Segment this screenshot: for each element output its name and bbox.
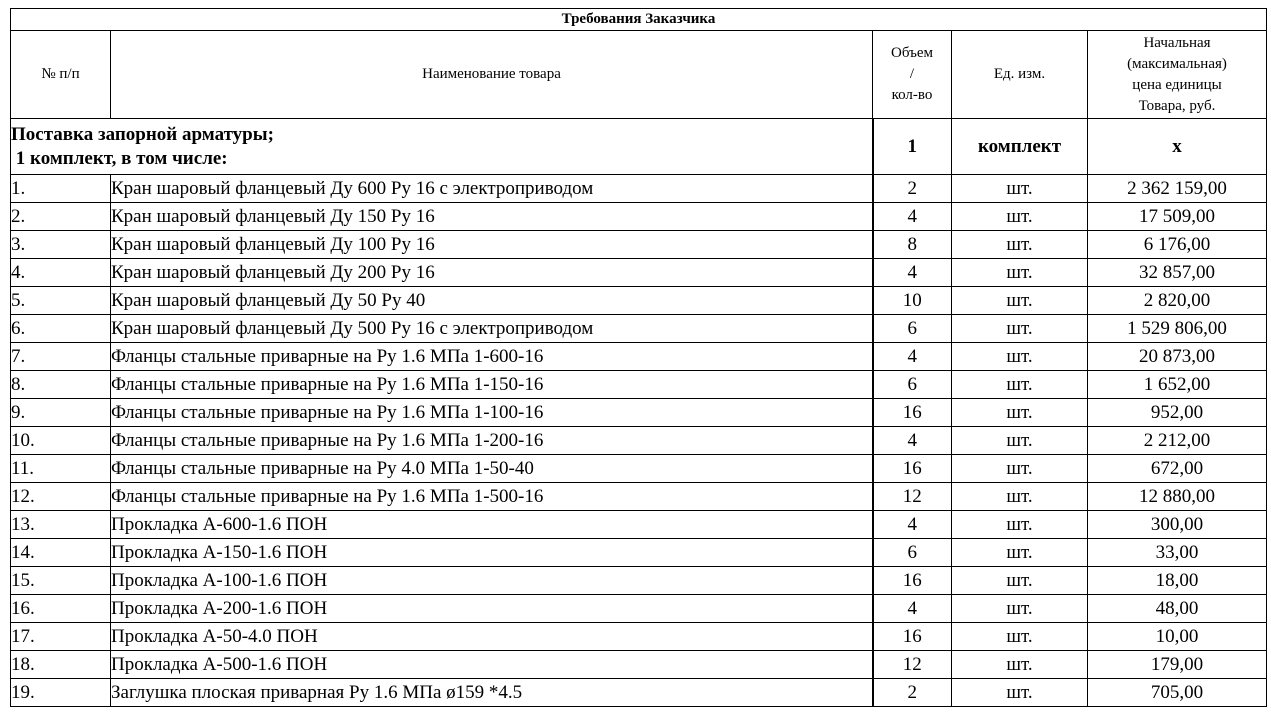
row-qty: 6 bbox=[873, 539, 952, 567]
table-row bbox=[11, 511, 1267, 539]
row-name: Кран шаровый фланцевый Ду 100 Ру 16 bbox=[111, 231, 873, 259]
row-name: Фланцы стальные приварные на Ру 4.0 МПа 1-50-40 bbox=[111, 455, 873, 483]
row-unit: шт. bbox=[952, 567, 1088, 595]
header-qty-line3: кол-во bbox=[891, 87, 933, 103]
row-qty: 2 bbox=[873, 175, 952, 203]
header-price-line1: Начальная bbox=[1143, 34, 1211, 51]
row-unit: шт. bbox=[952, 595, 1088, 623]
header-row bbox=[11, 31, 1267, 119]
row-name: Фланцы стальные приварные на Ру 1.6 МПа 1-200-16 bbox=[111, 427, 873, 455]
table-row bbox=[11, 595, 1267, 623]
header-price-line3: цена единицы bbox=[1132, 76, 1222, 93]
header-name: Наименование товара bbox=[111, 31, 873, 119]
row-qty: 4 bbox=[873, 259, 952, 287]
group-qty: 1 bbox=[873, 119, 952, 175]
row-num: 12. bbox=[11, 483, 111, 511]
table-row bbox=[11, 651, 1267, 679]
row-price: 672,00 bbox=[1088, 455, 1267, 483]
row-unit: шт. bbox=[952, 455, 1088, 483]
row-name: Кран шаровый фланцевый Ду 600 Ру 16 с электроприводом bbox=[111, 175, 873, 203]
table-row bbox=[11, 427, 1267, 455]
table-row bbox=[11, 371, 1267, 399]
row-price: 6 176,00 bbox=[1088, 231, 1267, 259]
row-name: Кран шаровый фланцевый Ду 150 Ру 16 bbox=[111, 203, 873, 231]
row-price: 17 509,00 bbox=[1088, 203, 1267, 231]
requirements-table bbox=[10, 8, 1267, 707]
row-name: Прокладка А-200-1.6 ПОН bbox=[111, 595, 873, 623]
row-num: 8. bbox=[11, 371, 111, 399]
header-price-line2: (максимальная) bbox=[1127, 55, 1227, 72]
row-price: 952,00 bbox=[1088, 399, 1267, 427]
header-qty-line1: Объем bbox=[891, 45, 933, 61]
row-num: 6. bbox=[11, 315, 111, 343]
row-num: 13. bbox=[11, 511, 111, 539]
row-name: Прокладка А-100-1.6 ПОН bbox=[111, 567, 873, 595]
row-unit: шт. bbox=[952, 259, 1088, 287]
table-row bbox=[11, 343, 1267, 371]
row-name: Фланцы стальные приварные на Ру 1.6 МПа 1-600-16 bbox=[111, 343, 873, 371]
row-price: 2 362 159,00 bbox=[1088, 175, 1267, 203]
group-name bbox=[11, 119, 873, 175]
table-row bbox=[11, 679, 1267, 707]
row-unit: шт. bbox=[952, 371, 1088, 399]
header-unit: Ед. изм. bbox=[952, 31, 1088, 119]
row-num: 10. bbox=[11, 427, 111, 455]
row-num: 14. bbox=[11, 539, 111, 567]
row-name: Прокладка А-600-1.6 ПОН bbox=[111, 511, 873, 539]
group-name-line2: 1 комплект, в том числе: bbox=[11, 147, 228, 169]
row-num: 19. bbox=[11, 679, 111, 707]
row-qty: 8 bbox=[873, 231, 952, 259]
row-num: 9. bbox=[11, 399, 111, 427]
row-unit: шт. bbox=[952, 287, 1088, 315]
group-price: х bbox=[1088, 119, 1267, 175]
row-name: Фланцы стальные приварные на Ру 1.6 МПа 1-150-16 bbox=[111, 371, 873, 399]
row-unit: шт. bbox=[952, 399, 1088, 427]
row-qty: 2 bbox=[873, 679, 952, 707]
row-unit: шт. bbox=[952, 511, 1088, 539]
row-name: Кран шаровый фланцевый Ду 200 Ру 16 bbox=[111, 259, 873, 287]
row-price: 32 857,00 bbox=[1088, 259, 1267, 287]
row-price: 1 529 806,00 bbox=[1088, 315, 1267, 343]
row-num: 16. bbox=[11, 595, 111, 623]
row-num: 2. bbox=[11, 203, 111, 231]
row-name: Фланцы стальные приварные на Ру 1.6 МПа 1-500-16 bbox=[111, 483, 873, 511]
header-qty-line2: / bbox=[909, 66, 915, 82]
row-qty: 16 bbox=[873, 399, 952, 427]
row-name: Кран шаровый фланцевый Ду 50 Ру 40 bbox=[111, 287, 873, 315]
row-unit: шт. bbox=[952, 343, 1088, 371]
table-row bbox=[11, 483, 1267, 511]
row-price: 18,00 bbox=[1088, 567, 1267, 595]
row-price: 12 880,00 bbox=[1088, 483, 1267, 511]
row-unit: шт. bbox=[952, 175, 1088, 203]
row-price: 2 212,00 bbox=[1088, 427, 1267, 455]
row-qty: 12 bbox=[873, 651, 952, 679]
row-unit: шт. bbox=[952, 315, 1088, 343]
row-qty: 6 bbox=[873, 371, 952, 399]
table-row bbox=[11, 203, 1267, 231]
table-row bbox=[11, 231, 1267, 259]
row-name: Прокладка А-50-4.0 ПОН bbox=[111, 623, 873, 651]
row-qty: 6 bbox=[873, 315, 952, 343]
row-qty: 16 bbox=[873, 567, 952, 595]
row-qty: 16 bbox=[873, 455, 952, 483]
row-unit: шт. bbox=[952, 231, 1088, 259]
row-num: 18. bbox=[11, 651, 111, 679]
row-num: 4. bbox=[11, 259, 111, 287]
row-qty: 4 bbox=[873, 511, 952, 539]
row-qty: 4 bbox=[873, 595, 952, 623]
row-num: 7. bbox=[11, 343, 111, 371]
row-price: 20 873,00 bbox=[1088, 343, 1267, 371]
row-name: Прокладка А-500-1.6 ПОН bbox=[111, 651, 873, 679]
row-price: 33,00 bbox=[1088, 539, 1267, 567]
row-qty: 4 bbox=[873, 343, 952, 371]
row-num: 3. bbox=[11, 231, 111, 259]
row-num: 11. bbox=[11, 455, 111, 483]
row-unit: шт. bbox=[952, 651, 1088, 679]
table-row bbox=[11, 287, 1267, 315]
row-price: 300,00 bbox=[1088, 511, 1267, 539]
table-title: Требования Заказчика bbox=[11, 9, 1267, 31]
row-qty: 16 bbox=[873, 623, 952, 651]
row-unit: шт. bbox=[952, 427, 1088, 455]
row-qty: 10 bbox=[873, 287, 952, 315]
table-row bbox=[11, 623, 1267, 651]
table-row bbox=[11, 315, 1267, 343]
row-num: 17. bbox=[11, 623, 111, 651]
table-row bbox=[11, 175, 1267, 203]
group-unit: комплект bbox=[952, 119, 1088, 175]
row-qty: 4 bbox=[873, 427, 952, 455]
row-name: Фланцы стальные приварные на Ру 1.6 МПа 1-100-16 bbox=[111, 399, 873, 427]
row-price: 179,00 bbox=[1088, 651, 1267, 679]
row-num: 5. bbox=[11, 287, 111, 315]
group-name-line1: Поставка запорной арматуры; bbox=[11, 123, 274, 145]
row-num: 15. bbox=[11, 567, 111, 595]
row-name: Кран шаровый фланцевый Ду 500 Ру 16 с электроприводом bbox=[111, 315, 873, 343]
row-qty: 4 bbox=[873, 203, 952, 231]
row-price: 2 820,00 bbox=[1088, 287, 1267, 315]
header-qty bbox=[873, 31, 952, 119]
row-qty: 12 bbox=[873, 483, 952, 511]
row-name: Заглушка плоская приварная Ру 1.6 МПа ø159 *4.5 bbox=[111, 679, 873, 707]
row-name: Прокладка А-150-1.6 ПОН bbox=[111, 539, 873, 567]
table-title-row bbox=[11, 9, 1267, 31]
table-row bbox=[11, 259, 1267, 287]
table-row bbox=[11, 399, 1267, 427]
table-row bbox=[11, 567, 1267, 595]
header-price bbox=[1088, 31, 1267, 119]
row-unit: шт. bbox=[952, 483, 1088, 511]
group-row bbox=[11, 119, 1267, 175]
row-unit: шт. bbox=[952, 539, 1088, 567]
row-price: 10,00 bbox=[1088, 623, 1267, 651]
row-unit: шт. bbox=[952, 623, 1088, 651]
table-row bbox=[11, 539, 1267, 567]
row-unit: шт. bbox=[952, 203, 1088, 231]
header-price-line4: Товара, руб. bbox=[1138, 97, 1216, 114]
header-num: № п/п bbox=[11, 31, 111, 119]
row-price: 705,00 bbox=[1088, 679, 1267, 707]
row-unit: шт. bbox=[952, 679, 1088, 707]
row-price: 48,00 bbox=[1088, 595, 1267, 623]
row-num: 1. bbox=[11, 175, 111, 203]
row-price: 1 652,00 bbox=[1088, 371, 1267, 399]
table-row bbox=[11, 455, 1267, 483]
